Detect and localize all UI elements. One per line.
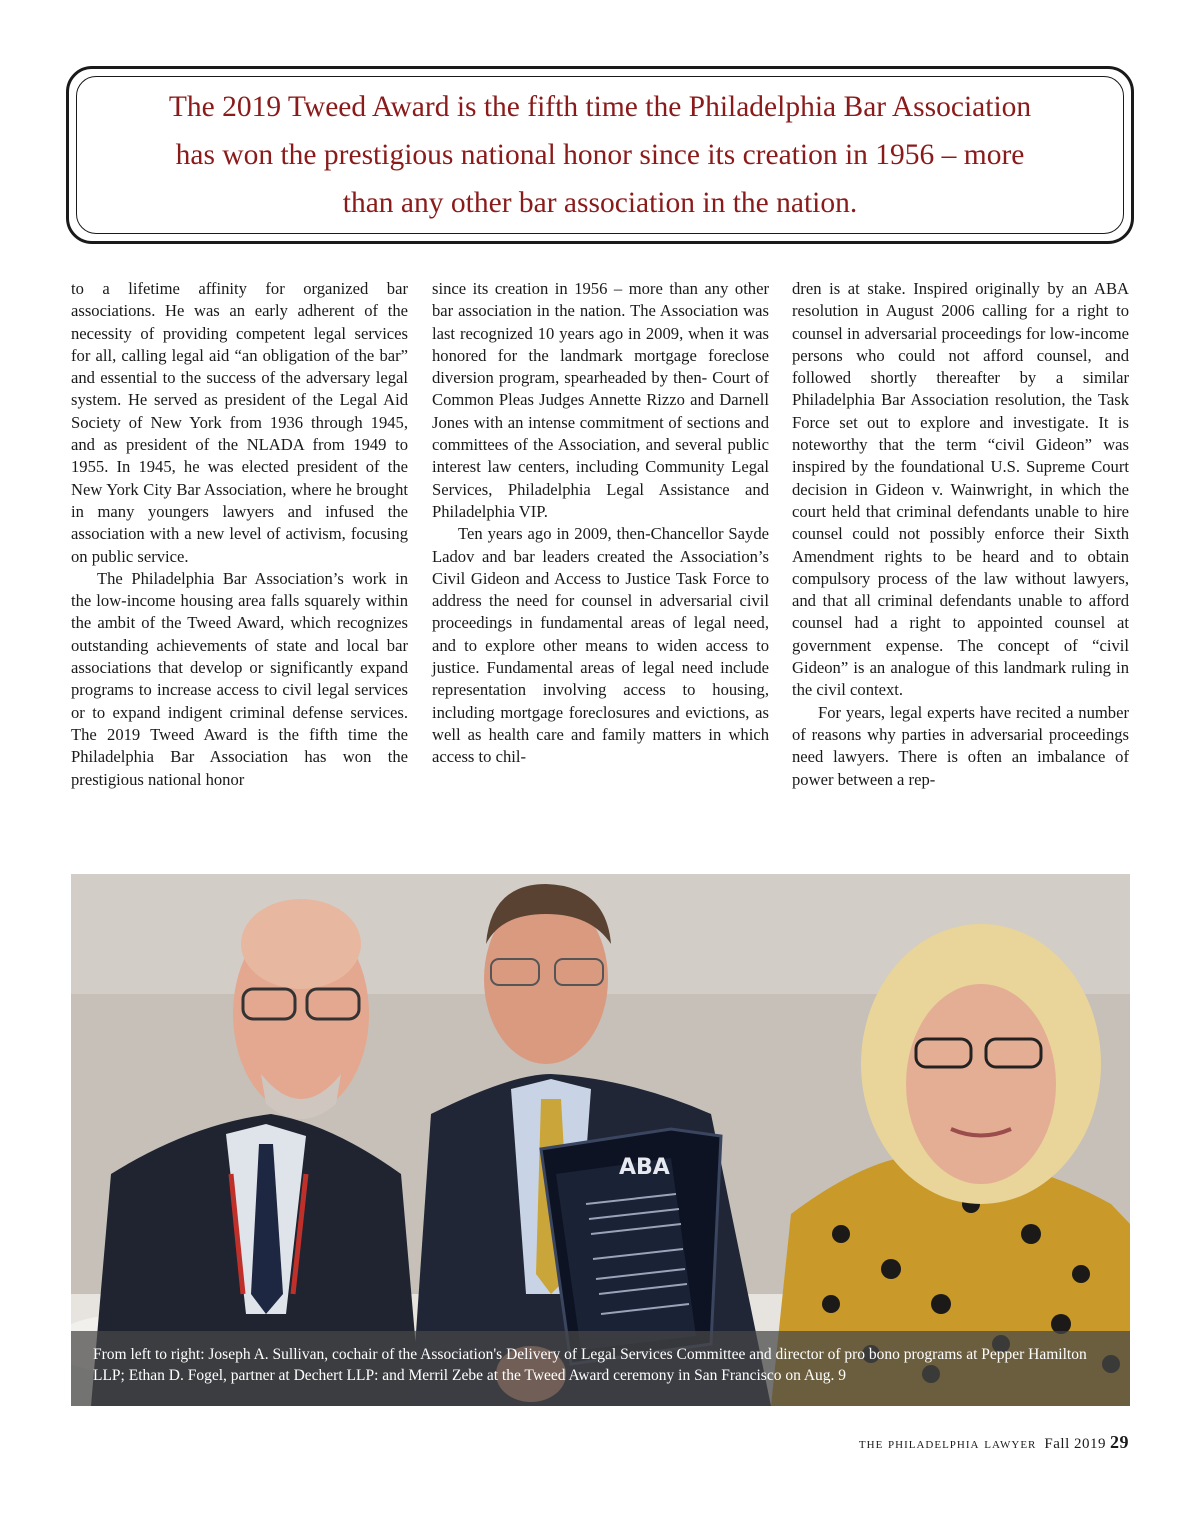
award-photo <box>71 874 1130 1406</box>
article-paragraph: The Philadelphia Bar Association’s work in the low-income housing area falls squarely within the ambit of the Tweed Award, which recognizes outstanding achievements of state and local bar associations that develop or significantly expand programs to increase access to civil legal services or to expand indigent criminal defense services. The 2019 Tweed Award is the fifth time the Philadelphia Bar Association has won the prestigious national honor <box>71 568 408 789</box>
article-paragraph: dren is at stake. Inspired originally by an ABA resolution in August 2006 calling for a right to counsel in adversarial proceedings for low-income persons who could not afford counsel, and followed shortly thereafter by a similar Philadelphia Bar Association resolution, the Task Force set out to explore and investigate. It is noteworthy that the term “civil Gideon” was inspired by the foundational U.S. Supreme Court decision in Gideon v. Wainwright, in which the court held that criminal defendants unable to hire counsel could not possibly enforce their Sixth Amendment rights to be heard and to obtain compulsory process of the law without lawyers, and that all criminal defendants unable to afford counsel had a right to appointed counsel at government expense. The concept of “civil Gideon” is an analogue of this landmark ruling in the civil context. <box>792 279 1129 700</box>
article-paragraph: Ten years ago in 2009, then-Chancellor Sayde Ladov and bar leaders created the Association’s Civil Gideon and Access to Justice Task Force to address the need for counsel in adversarial civil proceedings in fundamental areas of legal need, and to explore other means to widen access to justice. Fundamental areas of legal need include representation involving access to housing, including mortgage foreclosures and evictions, as well as health care and family matters in which access to chil- <box>432 524 769 767</box>
article-column-1 <box>71 278 408 791</box>
pull-quote-line-2: has won the prestigious national honor since its creation in 1956 – more <box>175 139 1025 171</box>
pull-quote-line-3: than any other bar association in the nation. <box>342 187 858 219</box>
article-paragraph: to a lifetime affinity for organized bar associations. He was an early adherent of the necessity of providing competent legal services for all, calling legal aid “an obligation of the bar” and essential to the success of the adversary legal system. He served as president of the Legal Aid Society of New York from 1936 through 1945, and as president of the NLADA from 1949 to 1955. In 1945, he was elected president of the New York City Bar Association, where he brought in many youngers lawyers and infused the association with a new level of activism, focusing on public service. <box>71 279 408 566</box>
article-column-3 <box>792 278 1129 791</box>
pull-quote-line-1: The 2019 Tweed Award is the fifth time the Philadelphia Bar Association <box>168 91 1032 123</box>
page-footer <box>859 1432 1129 1453</box>
article-column-2 <box>432 278 769 769</box>
publication-name: the philadelphia lawyer <box>858 1436 1037 1452</box>
issue-season: Fall 2019 <box>1044 1436 1106 1452</box>
plaque-logo: ABA <box>619 1155 670 1180</box>
pull-quote-inner-border <box>76 76 1124 234</box>
article-paragraph: since its creation in 1956 – more than any other bar association in the nation. The Association was last recognized 10 years ago in 2009, when it was honored for the landmark mortgage foreclose diversion program, spearheaded by then- Court of Common Pleas Judges Annette Rizzo and Darnell Jones with an intense commitment of sections and committees of the Association, and several public interest law centers, including Community Legal Services, Philadelphia Legal Assistance and Philadelphia VIP. <box>432 279 769 521</box>
article-paragraph: For years, legal experts have recited a number of reasons why parties in adversarial proceedings need lawyers. There is often an imbalance of power between a rep- <box>792 702 1129 789</box>
photo-caption: From left to right: Joseph A. Sullivan, cochair of the Association's Delivery of Legal Services Committee and director of pro bono programs at Pepper Hamilton LLP; Ethan D. Fogel, partner at Dechert LLP: and Merril Zebe at the Tweed Award ceremony in San Francisco on Aug. 9 <box>71 1331 1130 1406</box>
page-number: 29 <box>1110 1432 1129 1452</box>
pull-quote-box <box>66 66 1134 244</box>
pull-quote-text <box>169 83 1031 227</box>
photo-illustration <box>71 874 1130 1406</box>
